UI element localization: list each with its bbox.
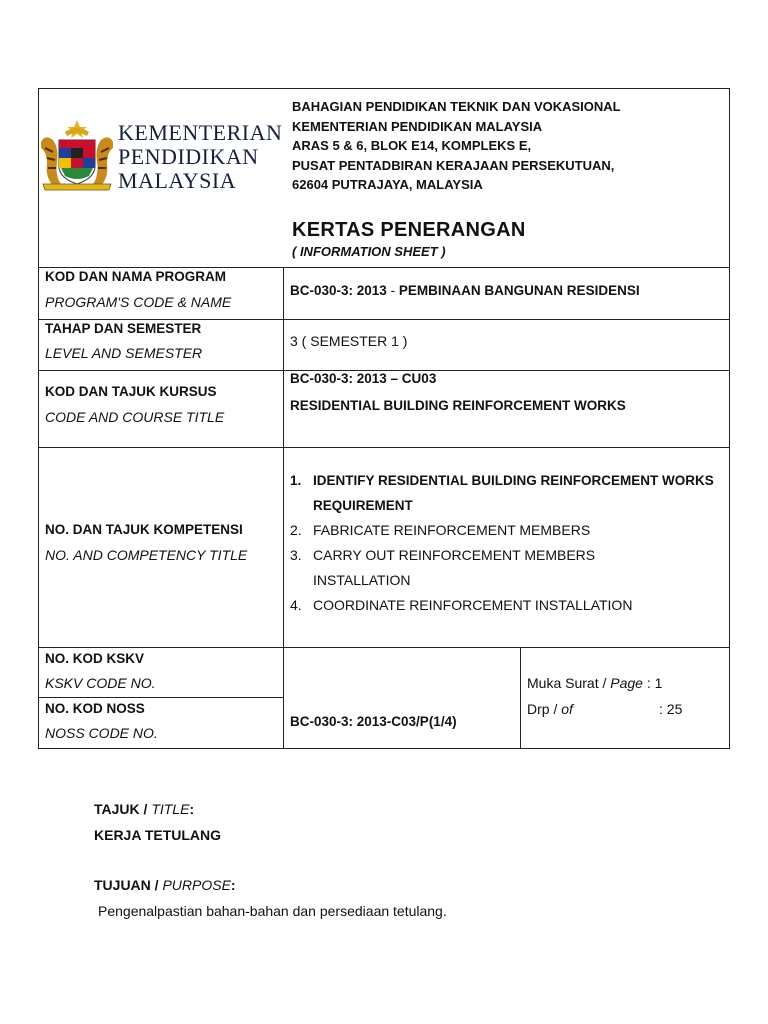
page-total-value: : 25 <box>659 701 683 717</box>
competency-item: 1. IDENTIFY RESIDENTIAL BUILDING REINFORCEMENT WORKS REQUIREMENT <box>290 473 714 513</box>
logo-line-1: KEMENTERIAN <box>118 120 283 145</box>
level-label-en: LEVEL AND SEMESTER <box>45 345 203 361</box>
document-subtitle: ( INFORMATION SHEET ) <box>292 244 446 259</box>
program-separator: - <box>386 283 399 298</box>
purpose-value: Pengenalpastian bahan-bahan dan persediaan tetulang. <box>98 903 447 919</box>
address-line-3: ARAS 5 & 6, BLOK E14, KOMPLEKS E, <box>292 138 532 153</box>
address-line-5: 62604 PUTRAJAYA, MALAYSIA <box>292 177 483 192</box>
table-rule-6 <box>38 697 283 698</box>
table-rule-5 <box>38 647 730 648</box>
noss-label-en: NOSS CODE NO. <box>45 725 158 741</box>
course-label: KOD DAN TAJUK KURSUS <box>45 384 217 399</box>
page-number: Muka Surat / Page : 1 <box>527 675 663 691</box>
page-total-label: Drp / of <box>527 701 573 717</box>
competency-item: 2. FABRICATE REINFORCEMENT MEMBERS <box>290 522 591 538</box>
course-title: RESIDENTIAL BUILDING REINFORCEMENT WORKS <box>290 398 626 413</box>
logo-line-2: PENDIDIKAN <box>118 144 259 169</box>
purpose-heading: TUJUAN / PURPOSE: <box>94 877 236 893</box>
kskv-label: NO. KOD KSKV <box>45 651 145 666</box>
level-value: 3 ( SEMESTER 1 ) <box>290 333 408 349</box>
kskv-label-en: KSKV CODE NO. <box>45 675 156 691</box>
program-value <box>290 281 640 300</box>
title-heading: TAJUK / TITLE: <box>94 801 195 817</box>
competency-list <box>290 468 720 618</box>
competency-label: NO. DAN TAJUK KOMPETENSI <box>45 522 243 537</box>
program-label: KOD DAN NAMA PROGRAM <box>45 269 226 284</box>
program-code: BC-030-3: 2013 <box>290 283 387 298</box>
table-rule-4 <box>38 447 730 448</box>
level-label: TAHAP DAN SEMESTER <box>45 321 202 336</box>
course-code: BC-030-3: 2013 – CU03 <box>290 371 437 386</box>
table-page-divider <box>520 647 521 749</box>
program-label-en: PROGRAM'S CODE & NAME <box>45 294 232 310</box>
address-block <box>292 97 621 195</box>
competency-label-en: NO. AND COMPETENCY TITLE <box>45 547 248 563</box>
address-line-2: KEMENTERIAN PENDIDIKAN MALAYSIA <box>292 118 543 134</box>
course-label-en: CODE AND COURSE TITLE <box>45 409 225 425</box>
address-line-1: BAHAGIAN PENDIDIKAN TEKNIK DAN VOKASIONAL <box>292 99 621 114</box>
noss-value: BC-030-3: 2013-C03/P(1/4) <box>290 714 457 729</box>
ministry-logo-text <box>118 121 282 193</box>
table-column-divider <box>283 267 284 749</box>
ministry-crest-icon <box>39 118 115 193</box>
address-line-4: PUSAT PENTADBIRAN KERAJAAN PERSEKUTUAN, <box>292 157 615 173</box>
noss-label: NO. KOD NOSS <box>45 701 145 716</box>
program-name: PEMBINAAN BANGUNAN RESIDENSI <box>398 283 640 298</box>
competency-item: 3. CARRY OUT REINFORCEMENT MEMBERS INSTALLATION <box>290 547 596 588</box>
document-title: KERTAS PENERANGAN <box>292 219 526 241</box>
title-value: KERJA TETULANG <box>94 827 222 843</box>
competency-item: 4. COORDINATE REINFORCEMENT INSTALLATION <box>290 597 633 613</box>
logo-line-3: MALAYSIA <box>118 168 237 193</box>
